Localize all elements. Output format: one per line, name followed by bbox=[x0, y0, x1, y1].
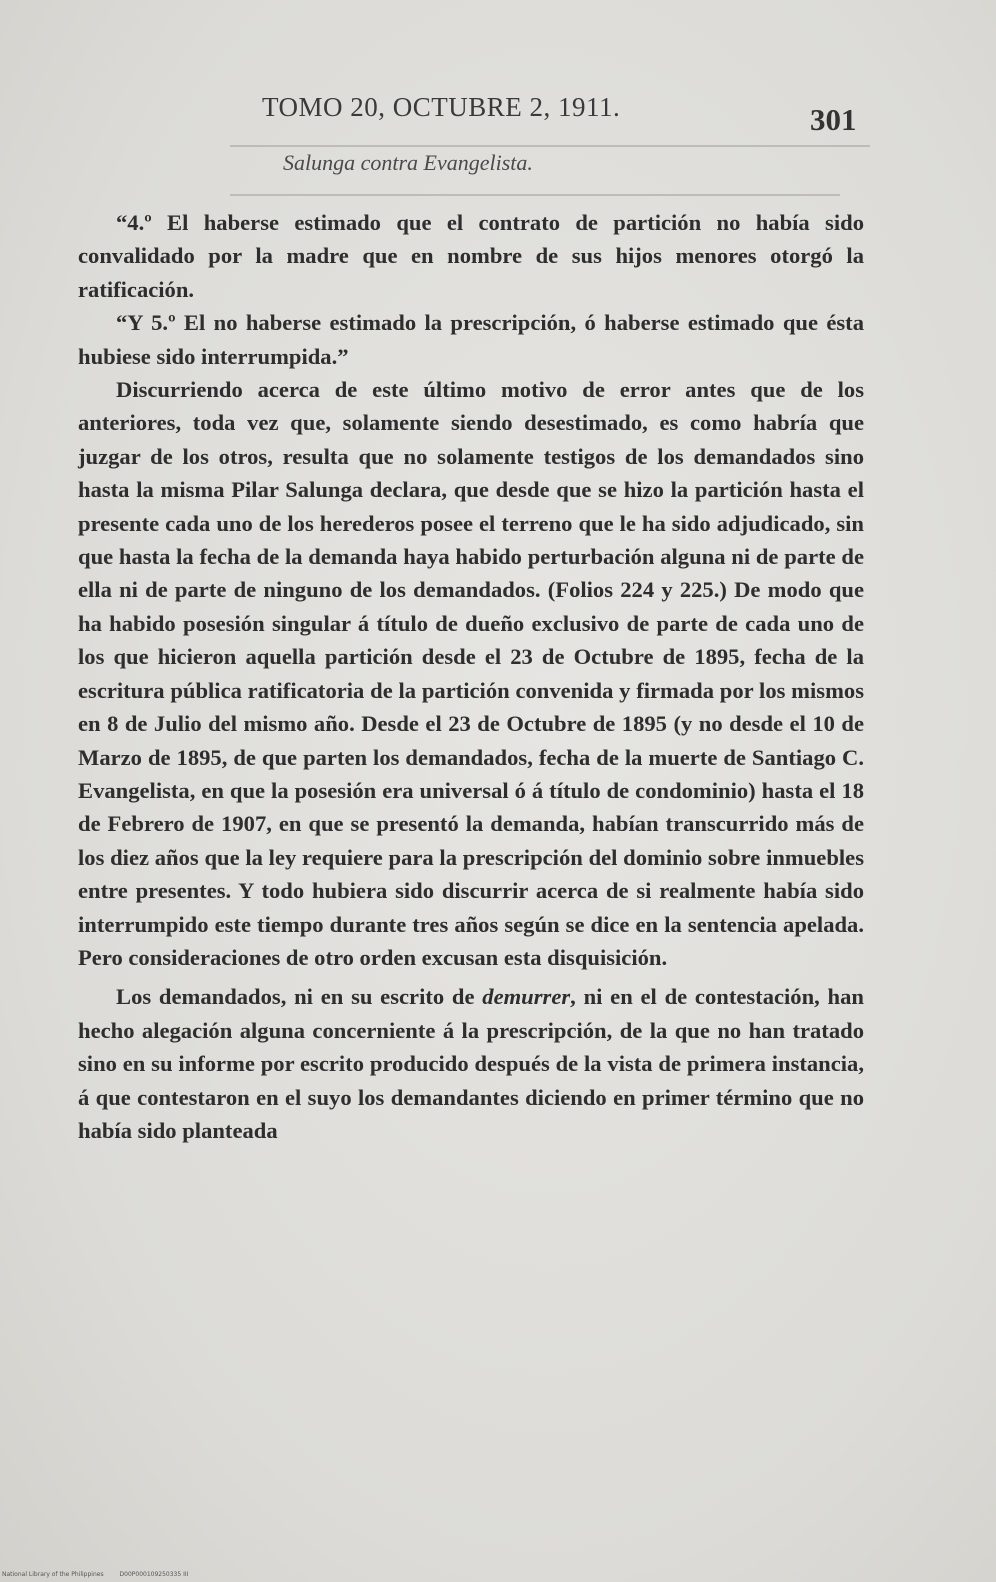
footer-source: National Library of the Philippines bbox=[2, 1571, 104, 1578]
scan-footer bbox=[2, 1571, 202, 1578]
paragraph-text: Los demandados, ni en su escrito de bbox=[116, 984, 483, 1010]
footer-id: D00P000109250335 III bbox=[119, 1571, 189, 1578]
paragraph: Discurriendo acerca de este último motivo de error antes que de los anteriores, toda vez que, solamente siendo desestimado, es como habría que juzgar de los otros, resulta que no solamente testigos de los demandados sino hasta la misma Pilar Salunga declara, que desde que se hizo la partición hasta el presente cada uno de los herederos posee el terreno que le ha sido adjudicado, sin que hasta la fecha de la demanda haya habido perturbación alguna ni de parte de ella ni de parte de ninguno de los demandados. (Folios 224 y 225.) De modo que ha habido posesión singular á título de dueño exclusivo de parte de cada uno de los que hicieron aquella partición desde el 23 de Octubre de 1895, fecha de la escritura pública ratificatoria de la partición convenida y firmada por los mismos en 8 de Julio del mismo año. Desde el 23 de Octubre de 1895 (y no desde el 10 de Marzo de 1895, de que parten los demandados, fecha de la muerte de Santiago C. Evangelista, en que la posesión era universal ó á título de condominio) hasta el 18 de Febrero de 1907, en que se presentó la demanda, habían transcurrido más de los diez años que la ley requiere para la prescripción del dominio sobre inmuebles entre presentes. Y todo hubiera sido discurrir acerca de si realmente había sido interrumpido este tiempo durante tres años según se dice en la sentencia apelada. Pero consideraciones de otro orden excusan esta disquisición. bbox=[78, 377, 864, 970]
body-text bbox=[78, 206, 864, 1147]
page-number: 301 bbox=[810, 102, 857, 137]
running-head: TOMO 20, OCTUBRE 2, 1911. bbox=[262, 92, 621, 122]
paragraph: “Y 5.º El no haberse estimado la prescripción, ó haberse estimado que ésta hubiese sido interrumpida.” bbox=[78, 310, 864, 369]
case-title: Salunga contra Evangelista. bbox=[283, 150, 533, 175]
paragraph: “4.º El haberse estimado que el contrato de partición no había sido convalidado por la madre que en nombre de sus hijos menores otorgó la ratificación. bbox=[78, 210, 864, 302]
paragraph-text: , ni en el de contestación, han hecho alegación alguna concerniente á la prescripción, de la que no han tratado sino en su informe por escrito producido después de la vista de primera instancia, á que contestaron en el suyo los demandantes diciendo en primer término que no había sido planteada bbox=[78, 984, 864, 1143]
paragraph bbox=[78, 980, 864, 1147]
header-rule bbox=[230, 145, 870, 147]
italic-term: demurrer bbox=[482, 984, 571, 1010]
header-rule-lower bbox=[230, 194, 840, 196]
